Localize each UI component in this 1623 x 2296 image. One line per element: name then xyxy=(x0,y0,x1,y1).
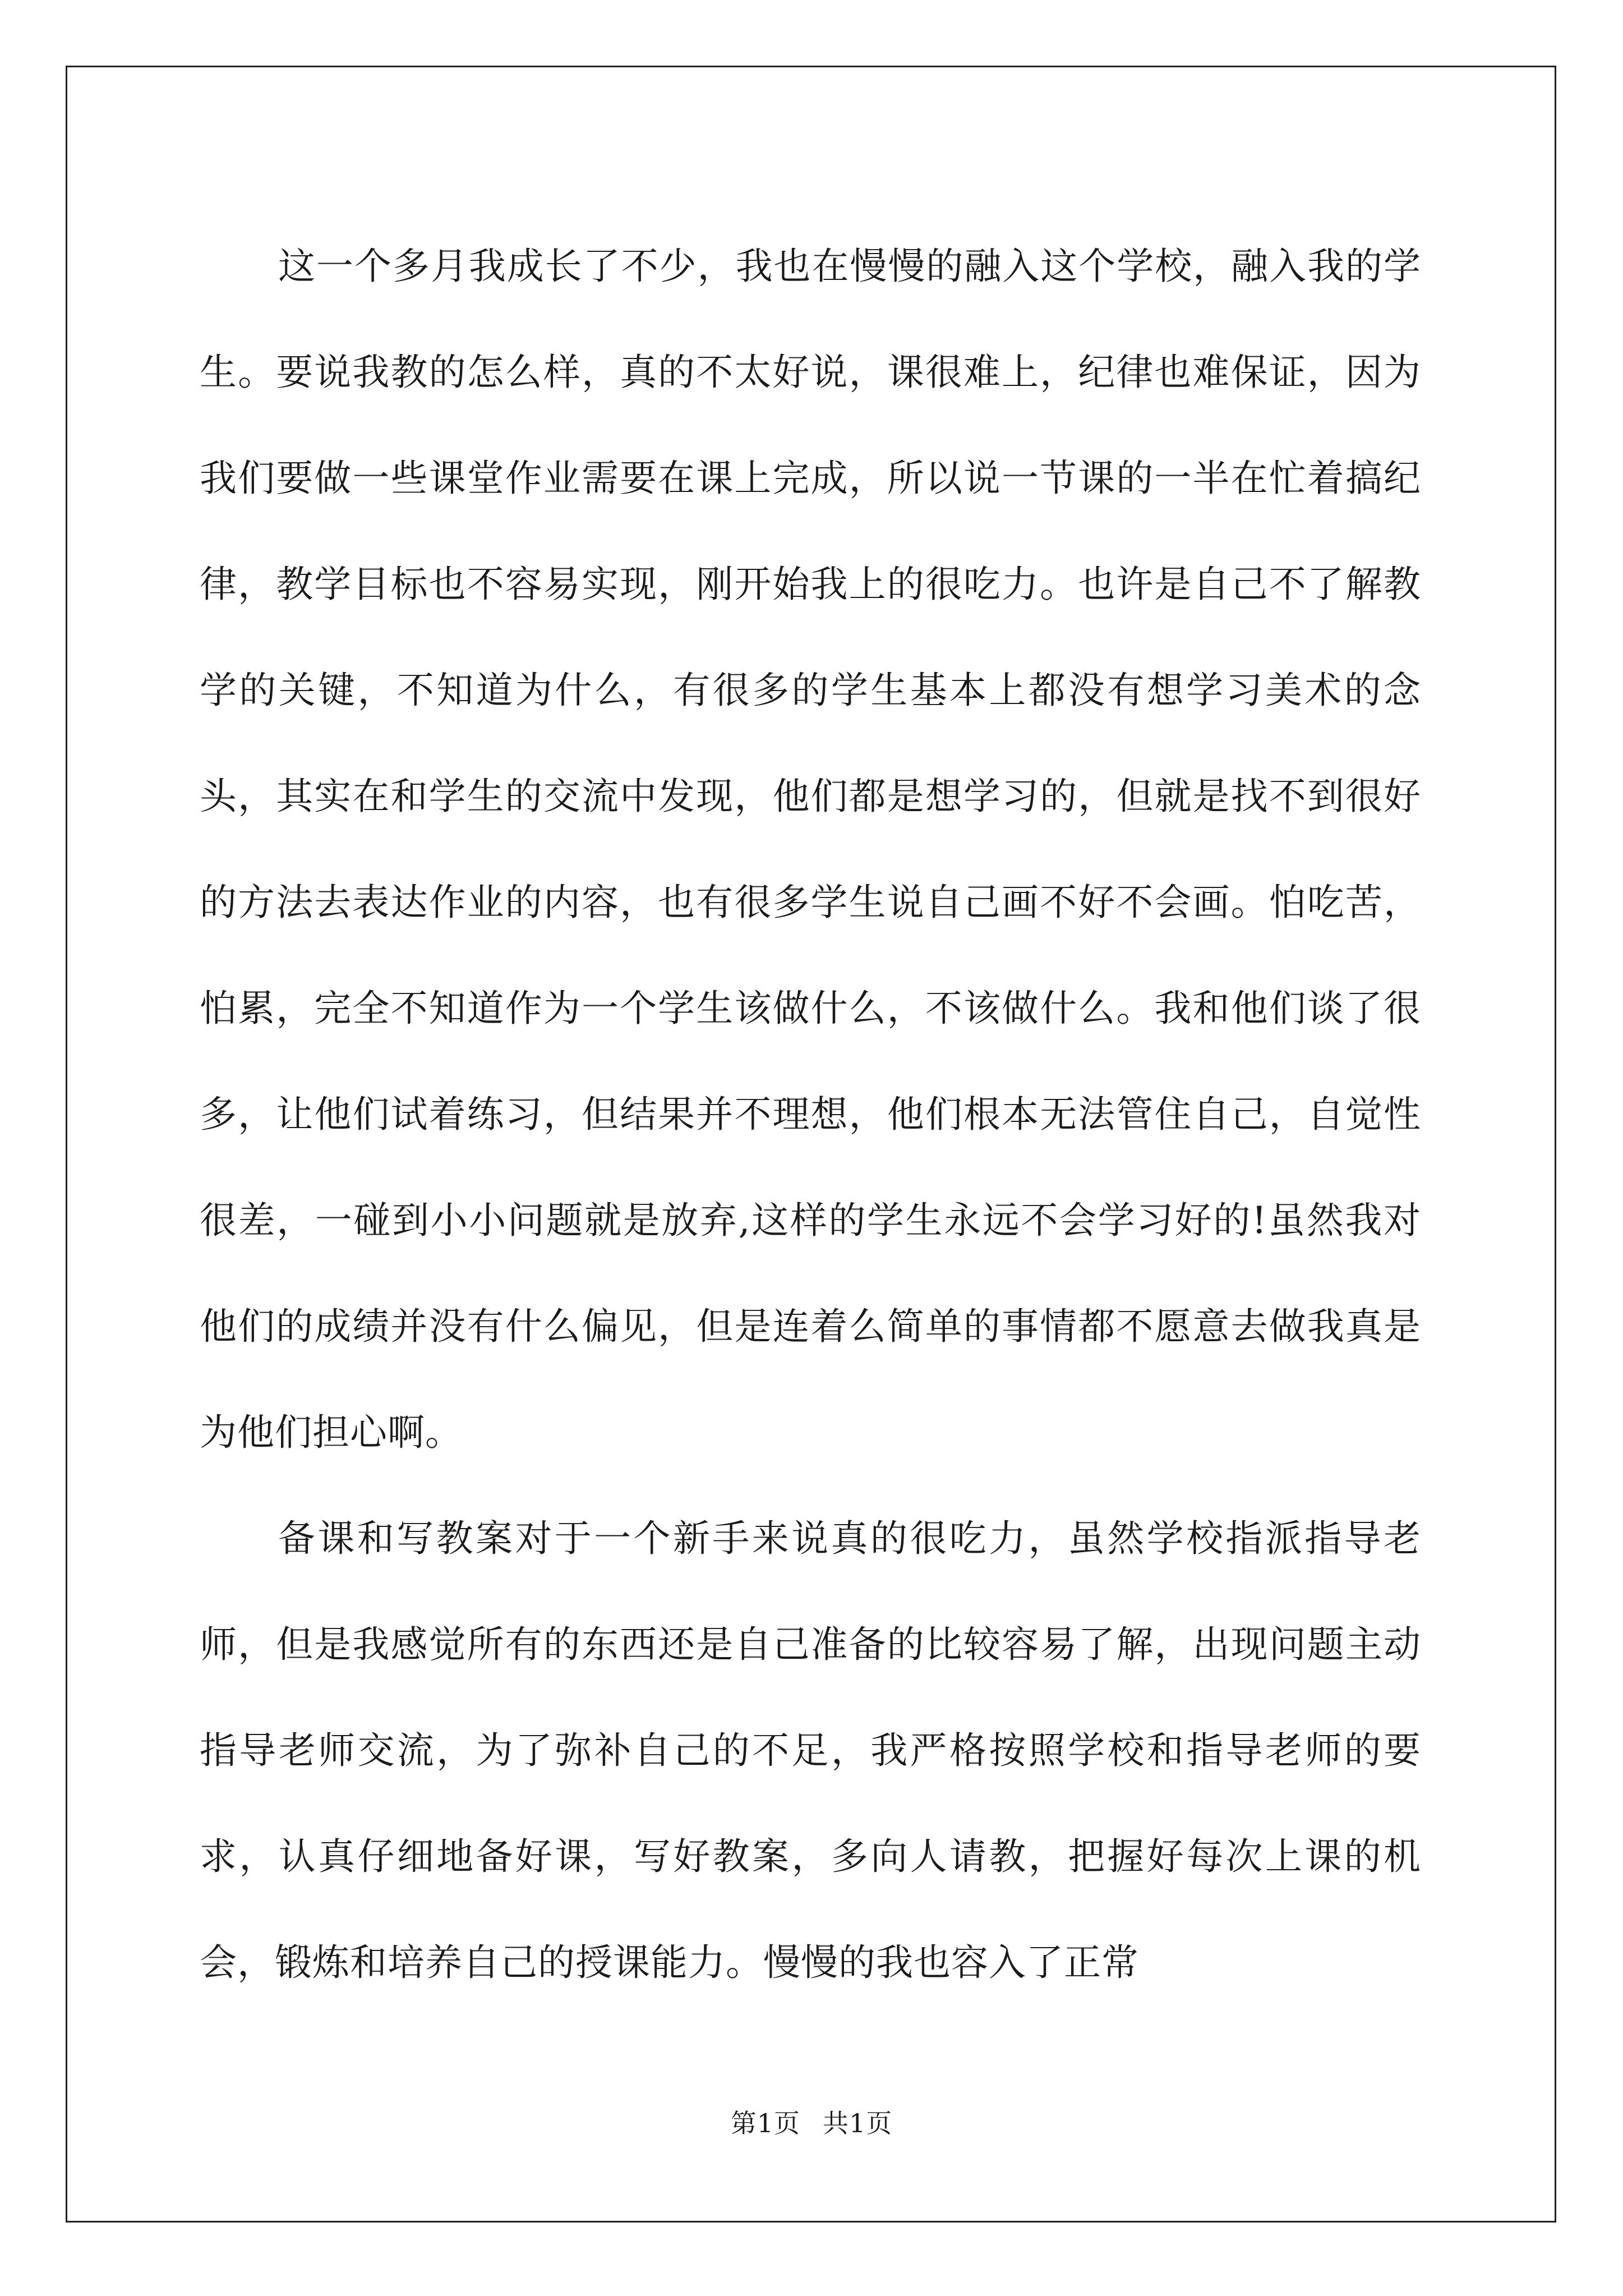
paragraph-2: 备课和写教案对于一个新手来说真的很吃力，虽然学校指派指导老师，但是我感觉所有的东西还是自己准备的比较容易了解，出现问题主动指导老师交流，为了弥补自己的不足，我严格按照学校和指导老师的要求，认真仔细地备好课，写好教案，多向人请教，把握好每次上课的机会，锻炼和培养自己的授课能力。慢慢的我也容入了正常 xyxy=(200,1517,1421,1984)
page-number-current: 第1页 xyxy=(730,2108,800,2138)
page-number-total: 共1页 xyxy=(823,2108,893,2138)
page-footer xyxy=(0,2106,1623,2140)
paragraph-1: 这一个多月我成长了不少，我也在慢慢的融入这个学校，融入我的学生。要说我教的怎么样，真的不太好说，课很难上，纪律也难保证，因为我们要做一些课堂作业需要在课上完成，所以说一节课的一半在忙着搞纪律，教学目标也不容易实现，刚开始我上的很吃力。也许是自己不了解教学的关键，不知道为什么，有很多的学生基本上都没有想学习美术的念头，其实在和学生的交流中发现，他们都是想学习的，但就是找不到很好的方法去表达作业的内容，也有很多学生说自己画不好不会画。怕吃苦，怕累，完全不知道作为一个学生该做什么，不该做什么。我和他们谈了很多，让他们试着练习，但结果并不理想，他们根本无法管住自己，自觉性很差，一碰到小小问题就是放弃,这样的学生永远不会学习好的!虽然我对他们的成绩并没有什么偏见，但是连着么简单的事情都不愿意去做我真是为他们担心啊。 xyxy=(200,245,1421,1454)
document-body xyxy=(200,213,1421,2016)
